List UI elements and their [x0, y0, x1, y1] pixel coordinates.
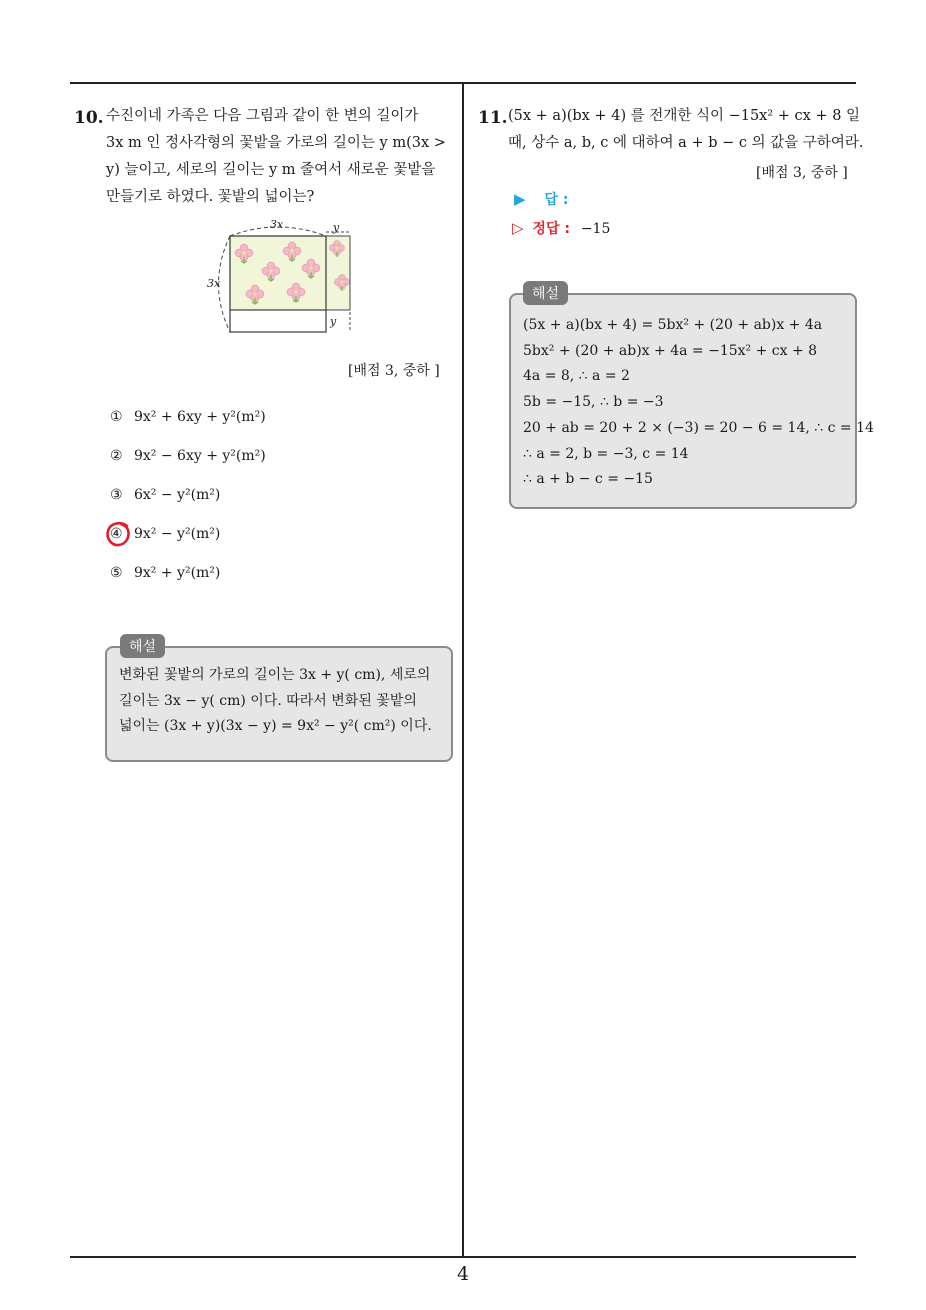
- choice-text: 6x² − y²(m²): [134, 487, 221, 503]
- choice-text: 9x² − y²(m²): [134, 526, 221, 542]
- selection-circle-icon: [103, 520, 133, 550]
- choice-text: 9x² − 6xy + y²(m²): [134, 448, 266, 464]
- explanation-line: 5b = −15, ∴ b = −3: [523, 394, 664, 411]
- question-line: 수진이네 가족은 다음 그림과 같이 한 변의 길이가: [106, 108, 419, 124]
- choice-item[interactable]: [110, 487, 220, 503]
- explanation-line: 길이는 3x − y( cm) 이다. 따라서 변화된 꽃밭의: [119, 692, 417, 709]
- question-text: [106, 103, 456, 211]
- correct-value: −15: [580, 221, 611, 237]
- page-number: 4: [456, 1263, 470, 1285]
- explanation-line: 20 + ab = 20 + 2 × (−3) = 20 − 6 = 14, ∴ c = 14: [523, 419, 874, 436]
- question-text: [508, 103, 864, 157]
- figure-label-top-right: y: [333, 221, 340, 234]
- explanation-box: [105, 646, 453, 762]
- choice-item[interactable]: [110, 448, 266, 464]
- hollow-arrow-icon: ▷: [512, 219, 524, 237]
- figure-label-top: 3x: [270, 218, 284, 231]
- score-label: [배점 3, 중하 ]: [348, 363, 440, 379]
- question-line: 때, 상수 a, b, c 에 대하여 a + b − c 의 값을 구하여라.: [508, 135, 864, 151]
- column-divider: [462, 84, 464, 1258]
- explanation-line: ∴ a + b − c = −15: [523, 471, 653, 488]
- explanation-box: [509, 293, 874, 509]
- explanation-line: 4a = 8, ∴ a = 2: [523, 368, 630, 385]
- question-line: 3x m 인 정사각형의 꽃밭을 가로의 길이는 y m(3x >: [106, 135, 446, 151]
- answer-label: 답 :: [544, 192, 569, 208]
- choice-marker: ③: [110, 487, 123, 503]
- explanation-line: (5x + a)(bx + 4) = 5bx² + (20 + ab)x + 4a: [523, 317, 823, 333]
- choice-item[interactable]: [110, 409, 266, 425]
- figure-label-left: 3x: [207, 277, 221, 290]
- bottom-rule: [70, 1256, 856, 1258]
- explanation-line: 5bx² + (20 + ab)x + 4a = −15x² + cx + 8: [523, 342, 818, 359]
- explanation-line: 넓이는 (3x + y)(3x − y) = 9x² − y²( cm²) 이다.: [119, 718, 432, 735]
- explanation-line: 변화된 꽃밭의 가로의 길이는 3x + y( cm), 세로의: [119, 667, 431, 683]
- choice-item[interactable]: [110, 565, 220, 581]
- flower-garden-figure: [200, 216, 360, 340]
- figure-label-right: y: [330, 315, 337, 328]
- choice-marker: ④: [110, 526, 123, 542]
- choice-marker: ②: [110, 448, 123, 464]
- choice-text: 9x² + y²(m²): [134, 565, 221, 581]
- choice-text: 9x² + 6xy + y²(m²): [134, 409, 266, 425]
- play-arrow-icon: ▶: [514, 190, 526, 208]
- correct-answer-row: [512, 218, 610, 238]
- explanation-tag: 해설: [120, 634, 165, 658]
- choice-marker: ⑤: [110, 565, 123, 581]
- choice-marker: ①: [110, 409, 123, 425]
- question-number: 11.: [478, 108, 508, 128]
- question-line: y) 늘이고, 세로의 길이는 y m 줄여서 새로운 꽃밭을: [106, 162, 436, 178]
- answer-row: [514, 189, 568, 209]
- score-label: [배점 3, 중하 ]: [756, 165, 848, 181]
- question-line: 만들기로 하였다. 꽃밭의 넓이는?: [106, 189, 315, 205]
- question-number: 10.: [74, 108, 104, 128]
- question-line: (5x + a)(bx + 4) 를 전개한 식이 −15x² + cx + 8 일: [508, 108, 861, 124]
- correct-label: 정답 :: [532, 221, 570, 237]
- explanation-tag: 해설: [523, 281, 568, 305]
- explanation-line: ∴ a = 2, b = −3, c = 14: [523, 445, 689, 462]
